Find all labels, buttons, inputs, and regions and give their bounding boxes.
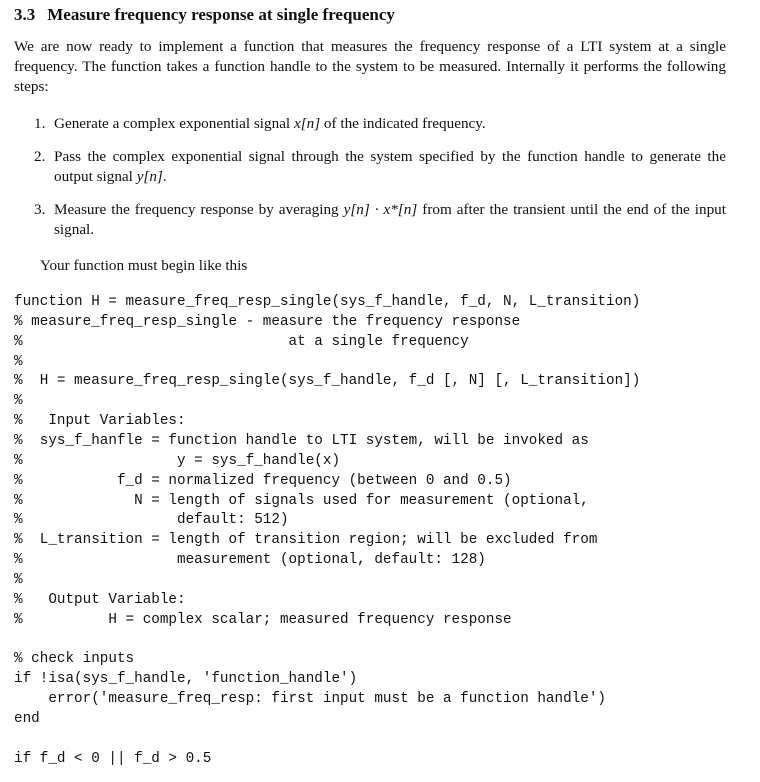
begin-note: Your function must begin like this — [40, 257, 248, 274]
code-line: % — [14, 572, 23, 589]
code-line — [14, 631, 640, 651]
step-item — [14, 200, 726, 240]
step-text: Measure the frequency response by averaging — [54, 201, 344, 218]
section-title: Measure frequency response at single frequency — [47, 5, 395, 24]
code-line: % at a single frequency — [14, 333, 469, 350]
step-text: Pass the complex exponential signal through the system specified by the function handle to generate the output signal — [54, 148, 726, 185]
code-line: % check inputs — [14, 651, 135, 668]
step-marker: 2. — [34, 148, 46, 165]
code-line: % H = complex scalar; measured frequency response — [14, 611, 512, 628]
step-text: Generate a complex exponential signal — [54, 115, 294, 132]
step-text: of the indicated frequency. — [320, 115, 486, 132]
step-math: y[n] · x*[n] — [343, 201, 418, 218]
code-line: % H = measure_freq_resp_single(sys_f_handle, f_d [, N] [, L_transition]) — [14, 373, 641, 390]
step-math: x[n] — [293, 115, 321, 132]
code-line: end — [14, 711, 40, 728]
step-item — [14, 147, 726, 187]
code-line: % — [14, 393, 23, 410]
code-listing — [14, 293, 640, 770]
code-line: % sys_f_hanfle = function handle to LTI system, will be invoked as — [14, 433, 589, 450]
code-line: % measurement (optional, default: 128) — [14, 552, 486, 569]
step-item — [14, 114, 726, 134]
step-marker: 3. — [34, 201, 46, 218]
step-marker: 1. — [34, 115, 46, 132]
steps-list — [14, 114, 726, 253]
code-line: error('measure_freq_resp: first input must be a function handle') — [14, 691, 606, 708]
code-line: % — [14, 353, 23, 370]
step-text: . — [162, 168, 167, 185]
code-line: % Output Variable: — [14, 591, 186, 608]
code-line: if f_d < 0 || f_d > 0.5 — [14, 750, 212, 767]
code-line: % default: 512) — [14, 512, 289, 529]
code-line: % Input Variables: — [14, 413, 186, 430]
section-heading — [14, 5, 395, 25]
code-line: if !isa(sys_f_handle, 'function_handle') — [14, 671, 358, 688]
code-line: % N = length of signals used for measurement (optional, — [14, 492, 589, 509]
code-line: function H = measure_freq_resp_single(sys_f_handle, f_d, N, L_transition) — [14, 294, 641, 310]
step-text: from after the transient until the end of the input signal. — [54, 201, 726, 238]
code-line: % y = sys_f_handle(x) — [14, 452, 341, 469]
step-math: y[n] — [136, 168, 163, 185]
code-line — [14, 730, 640, 750]
code-line: % f_d = normalized frequency (between 0 and 0.5) — [14, 472, 512, 489]
intro-paragraph: We are now ready to implement a function that measures the frequency response of a LTI system at a single frequency. The function takes a function handle to the system to be measured. Internally it performs the following steps: — [14, 38, 726, 95]
code-line: % L_transition = length of transition region; will be excluded from — [14, 532, 598, 549]
section-number: 3.3 — [14, 5, 36, 24]
code-line: % measure_freq_resp_single - measure the frequency response — [14, 313, 521, 330]
